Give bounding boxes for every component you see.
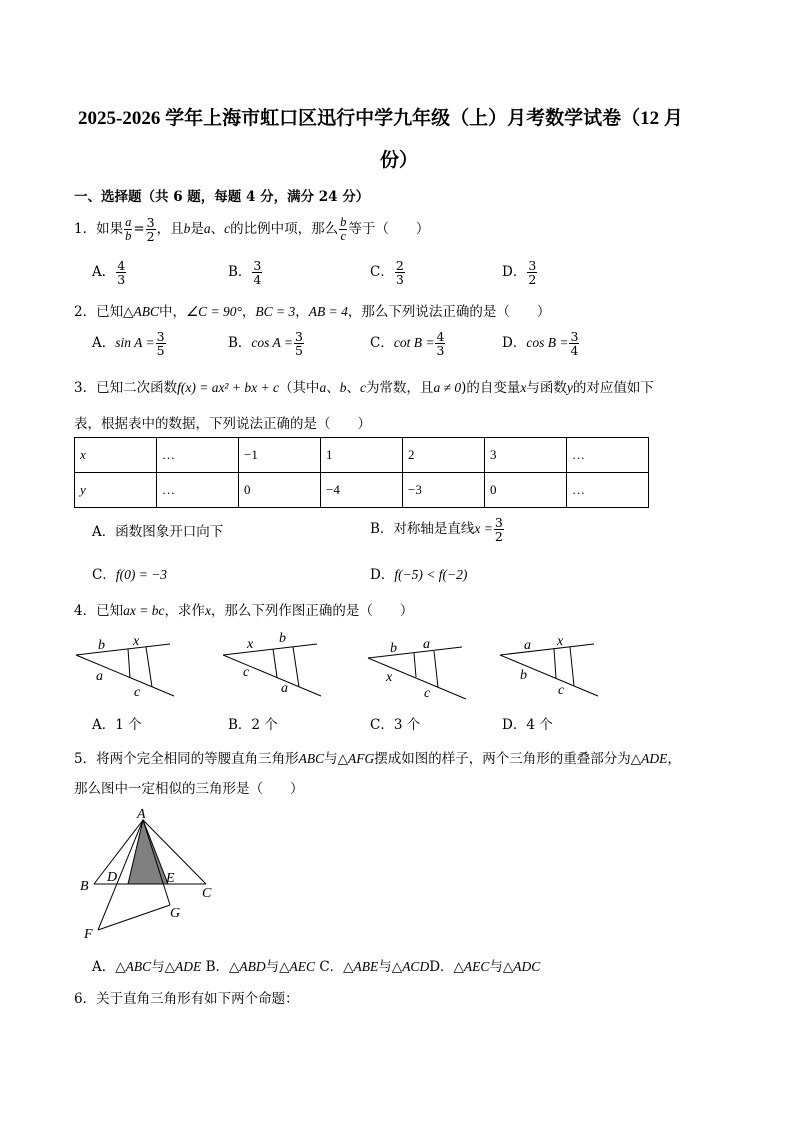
q1-option-b[interactable]: B． $\frac{3}{4}$ — [228, 257, 262, 287]
fig4-label: a — [524, 638, 531, 653]
q4-figure-3 — [366, 633, 476, 703]
fig4-label: x — [557, 634, 564, 649]
fig1-label: a — [96, 669, 103, 684]
fig3-label: x — [386, 670, 393, 685]
question-3 — [74, 376, 654, 396]
q2-ab: AB = 4 — [308, 304, 348, 319]
q3-text-4: )的自变量 — [461, 380, 521, 396]
q1-eq: = — [133, 221, 145, 237]
table-cell: x — [75, 438, 157, 473]
q5-triangle-figure — [78, 808, 218, 943]
q3-a-neq-0: a ≠ 0 — [433, 380, 462, 395]
fig3-label: a — [423, 637, 430, 652]
fig1-label: b — [98, 638, 105, 653]
question-2 — [74, 300, 550, 320]
fig2-label: a — [281, 681, 288, 696]
q4-text-3: ，那么下列作图正确的是（ ） — [210, 603, 414, 619]
question-4 — [74, 599, 413, 619]
q5-label: D — [107, 870, 118, 885]
table-cell: −3 — [403, 473, 485, 508]
q3-option-d[interactable]: D．f(−5) < f(−2) — [370, 567, 468, 583]
q3-line-2: 表，根据表中的数据，下列说法正确的是（ ） — [74, 416, 371, 432]
q5-afg: AFG — [347, 751, 375, 766]
table-cell: 0 — [485, 473, 567, 508]
q4-option-a[interactable]: A．1 个 — [92, 717, 142, 733]
q2-option-c[interactable]: C．cot B = $\frac{4}{3}$ — [370, 328, 445, 358]
page-title-continued: 份） — [380, 150, 419, 171]
q4-option-b[interactable]: B．2 个 — [228, 717, 278, 733]
fig3-label: b — [390, 641, 397, 656]
question-1 — [74, 212, 429, 246]
q1-text-1: ，且 — [156, 221, 184, 237]
q5-text-1: 5．将两个完全相同的等腰直角三角形 — [74, 751, 299, 767]
q5-label: A — [137, 807, 146, 822]
q2-option-d[interactable]: D．cos B = $\frac{3}{4}$ — [502, 328, 579, 358]
q2-text-2: ， — [241, 304, 256, 320]
q4-equation: ax = bc — [123, 603, 165, 618]
q1-number: 1．如果 — [74, 221, 124, 237]
table-cell: … — [567, 473, 649, 508]
q4-option-d[interactable]: D．4 个 — [502, 717, 553, 733]
fig3-label: c — [424, 686, 431, 701]
q5-label: B — [80, 879, 89, 894]
q3-text-2: （其中 — [278, 380, 320, 396]
q1-text-5: 等于（ ） — [348, 221, 430, 237]
q2-abc: ABC — [133, 304, 159, 319]
q5-line-2: 那么图中一定相似的三角形是（ ） — [74, 781, 304, 797]
section-heading: 一、选择题（共 6 题，每题 4 分，满分 24 分） — [74, 189, 370, 205]
q1-var-c: c — [224, 221, 231, 236]
q2-angle-c: ∠C = 90° — [185, 304, 242, 319]
table-cell: 3 — [485, 438, 567, 473]
q4-var-x: x — [204, 603, 211, 618]
q3-sep-1: 、 — [326, 380, 340, 396]
q4-figure-1 — [74, 630, 184, 700]
q5-label: C — [202, 886, 212, 901]
q5-label: G — [170, 906, 181, 921]
q1-frac-a-b: $\frac{a}{b}$ — [125, 214, 132, 243]
q2-text-4: ，那么下列说法正确的是（ ） — [347, 304, 551, 320]
table-cell: … — [157, 473, 239, 508]
q3-text-3: 为常数，且 — [365, 380, 434, 396]
q5-text-3: 摆成如图的样子，两个三角形的重叠部分为△ — [374, 751, 642, 767]
q4-figure-4 — [498, 630, 608, 700]
q1-var-b: b — [183, 221, 191, 236]
table-cell: y — [75, 473, 157, 508]
q5-abc: ABC — [298, 751, 325, 766]
q5-text-2: 与△ — [324, 751, 348, 767]
q1-option-a[interactable]: A． $\frac{4}{3}$ — [92, 257, 126, 287]
fig2-label: b — [279, 631, 286, 646]
q1-text-2: 是 — [190, 221, 204, 237]
fig2-label: x — [247, 637, 254, 652]
q3-var-c: c — [359, 380, 366, 395]
fig1-label: c — [134, 685, 141, 700]
q5-text-4: ， — [667, 751, 681, 767]
q3-var-a: a — [319, 380, 327, 395]
q3-text-6: 的对应值如下 — [572, 380, 654, 396]
q3-function: f(x) = ax² + bx + c — [177, 380, 279, 395]
table-cell: … — [157, 438, 239, 473]
q4-option-c[interactable]: C．3 个 — [370, 717, 421, 733]
table-cell: 0 — [239, 473, 321, 508]
q1-frac-b-c: $\frac{b}{c}$ — [340, 214, 347, 243]
q3-value-table — [74, 437, 649, 508]
q1-option-d[interactable]: D． $\frac{3}{2}$ — [502, 257, 537, 287]
q5-label: E — [166, 871, 175, 886]
q1-text-4: 的比例中项，那么 — [230, 221, 339, 237]
q2-bc: BC = 3 — [255, 304, 296, 319]
q3-option-b[interactable]: B．对称轴是直线x = $\frac{3}{2}$ — [370, 514, 503, 544]
overlap-region-ade — [128, 820, 168, 884]
fig2-label: c — [243, 665, 250, 680]
q1-frac-3-2: $\frac{3}{2}$ — [146, 214, 155, 244]
table-cell: 2 — [403, 438, 485, 473]
q1-var-a: a — [203, 221, 211, 236]
table-cell: … — [567, 438, 649, 473]
fig1-label: x — [133, 634, 140, 649]
q5-option-b[interactable]: B．△ABD与△AEC — [205, 959, 316, 975]
table-row — [75, 473, 649, 508]
fig4-label: c — [558, 683, 565, 698]
q5-option-c[interactable]: C．△ABE与△ACD — [319, 959, 430, 975]
table-row — [75, 438, 649, 473]
q3-var-y: y — [566, 380, 573, 395]
q3-option-a[interactable]: A．函数图象开口向下 — [92, 524, 224, 540]
q2-option-a[interactable]: A．sin A = $\frac{3}{5}$ — [92, 328, 165, 358]
q5-options — [92, 955, 540, 975]
table-cell: −4 — [321, 473, 403, 508]
q3-var-x: x — [520, 380, 527, 395]
q5-option-d[interactable]: D．△AEC与△ADC — [429, 959, 541, 975]
q3-text-5: 与函数 — [526, 380, 567, 396]
q5-label: F — [84, 927, 93, 942]
q4-text-1: 4．已知 — [74, 603, 124, 619]
q5-ade: ADE — [641, 751, 668, 766]
q5-option-a[interactable]: A．△ABC与△ADE — [92, 959, 202, 975]
q3-text-1: 3．已知二次函数 — [74, 380, 178, 396]
q4-text-2: ，求作 — [164, 603, 205, 619]
question-5 — [74, 747, 681, 767]
fig4-label: b — [520, 668, 527, 683]
q3-option-c[interactable]: C．f(0) = −3 — [92, 567, 168, 583]
page-title: 2025-2026 学年上海市虹口区迅行中学九年级（上）月考数学试卷（12 月 — [78, 108, 683, 129]
q4-figure-2 — [221, 630, 331, 700]
question-6: 6．关于直角三角形有如下两个命题： — [74, 991, 299, 1007]
q3-var-b: b — [339, 380, 347, 395]
q2-text-1: 中， — [158, 304, 186, 320]
table-cell: −1 — [239, 438, 321, 473]
q1-option-c[interactable]: C． $\frac{2}{3}$ — [370, 257, 404, 287]
q1-text-3: 、 — [210, 221, 225, 237]
q2-option-b[interactable]: B．cos A = $\frac{3}{5}$ — [228, 328, 303, 358]
q3-sep-2: 、 — [346, 380, 360, 396]
q2-text-3: ， — [295, 304, 309, 320]
q2-number: 2．已知△ — [74, 304, 134, 320]
table-cell: 1 — [321, 438, 403, 473]
